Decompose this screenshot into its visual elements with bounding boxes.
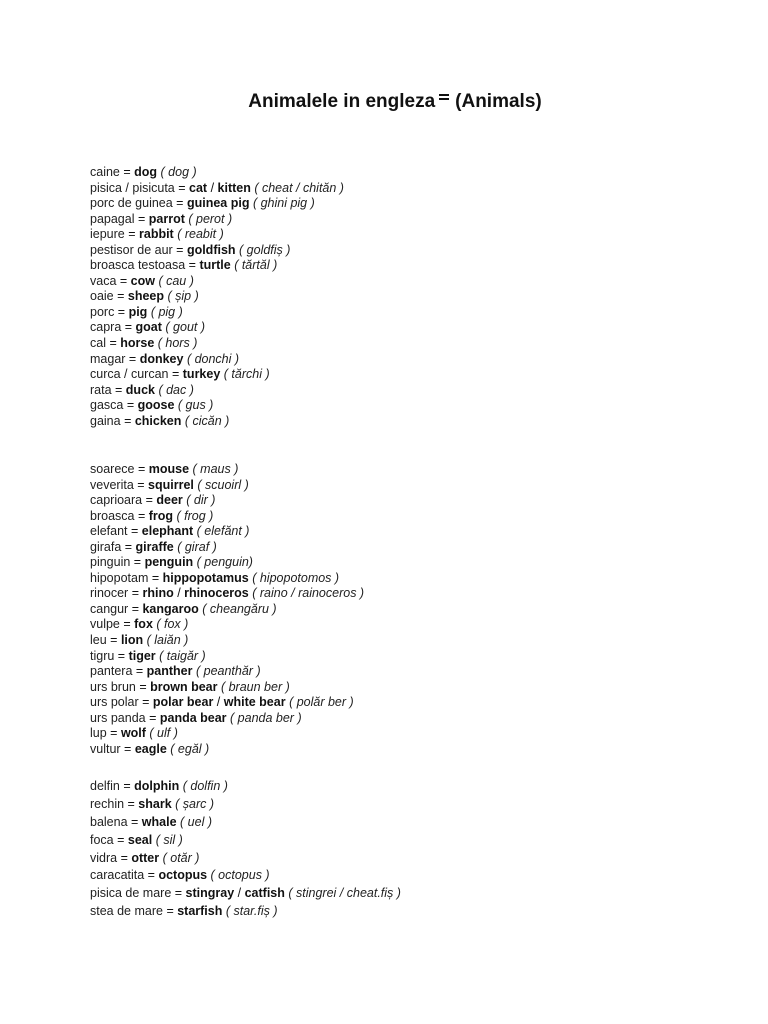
romanian-word: stea de mare — [90, 904, 163, 919]
vocabulary-section-pets-farm — [90, 165, 344, 429]
english-word: kangaroo — [142, 601, 199, 616]
vocab-entry: cal = horse ( hors ) — [90, 336, 198, 351]
romanian-word: vaca — [90, 273, 117, 288]
romanian-word: broasca — [90, 508, 135, 523]
pronunciation: ( ghini pig ) — [252, 196, 315, 211]
romanian-word: porc de guinea — [90, 196, 173, 211]
romanian-word: balena — [90, 814, 128, 829]
english-word: kitten — [217, 180, 251, 195]
vocab-entry: hipopotam = hippopotamus ( hipopotomos ) — [90, 570, 340, 585]
pronunciation: ( egăl ) — [170, 741, 210, 756]
pronunciation: ( panda ber ) — [230, 710, 302, 725]
pronunciation: ( tărtăl ) — [234, 258, 278, 273]
vocab-entry: curca / curcan = turkey ( tărchi ) — [90, 367, 270, 382]
pronunciation: ( dac ) — [158, 382, 194, 397]
pronunciation: ( taigăr ) — [159, 648, 206, 663]
english-word: rhinoceros — [184, 586, 249, 601]
vocab-entry: caracatita = octopus ( octopus ) — [90, 868, 270, 883]
vocab-entry: delfin = dolphin ( dolfin ) — [90, 779, 228, 793]
romanian-word: girafa — [90, 539, 122, 554]
pronunciation: ( braun ber ) — [220, 679, 290, 694]
romanian-word: caprioara — [90, 493, 143, 508]
english-word: turkey — [182, 367, 221, 382]
romanian-word: pinguin — [90, 555, 131, 570]
pronunciation: ( polăr ber ) — [289, 695, 354, 710]
romanian-word: urs panda — [90, 710, 146, 725]
english-word: shark — [138, 796, 172, 811]
vocab-entry: pantera = panther ( peanthăr ) — [90, 664, 261, 679]
flag-icon — [439, 94, 449, 100]
vocab-entry: balena = whale ( uel ) — [90, 814, 212, 829]
pronunciation: ( donchi ) — [186, 351, 240, 366]
romanian-word: papagal — [90, 211, 135, 226]
pronunciation: ( fox ) — [156, 617, 189, 632]
vocab-entry: pinguin = penguin ( penguin) — [90, 555, 253, 570]
vocab-entry: vulpe = fox ( fox ) — [90, 617, 189, 632]
english-word: giraffe — [135, 539, 174, 554]
english-word: sheep — [127, 289, 165, 304]
title-main: Animalele in engleza — [248, 91, 436, 112]
english-word: penguin — [144, 555, 194, 570]
english-word: pig — [128, 304, 148, 319]
vocab-entry: rechin = shark ( șarc ) — [90, 796, 215, 811]
pronunciation: ( laiăn ) — [146, 633, 189, 648]
vocab-entry: vaca = cow ( cau ) — [90, 273, 194, 288]
romanian-word: rechin — [90, 796, 125, 811]
romanian-word: magar — [90, 351, 126, 366]
pronunciation: ( stingrei / cheat.fiș ) — [288, 886, 401, 901]
romanian-word: pestisor de aur — [90, 242, 173, 257]
vocab-entry: girafa = giraffe ( giraf ) — [90, 539, 217, 554]
pronunciation: ( șip ) — [167, 289, 199, 304]
vocabulary-section-wild — [90, 462, 364, 757]
english-word: cat — [189, 180, 208, 195]
vocab-entry: porc de guinea = guinea pig ( ghini pig ) — [90, 196, 315, 211]
english-word: turtle — [199, 258, 231, 273]
romanian-word: leu — [90, 633, 107, 648]
english-word: rabbit — [139, 227, 174, 242]
english-word: rhino — [142, 586, 174, 601]
romanian-word: cal — [90, 336, 106, 351]
english-word: dolphin — [134, 779, 180, 793]
pronunciation: ( uel ) — [180, 814, 212, 829]
romanian-word: urs brun — [90, 679, 136, 694]
pronunciation: ( maus ) — [192, 462, 239, 476]
pronunciation: ( penguin) — [196, 555, 253, 570]
pronunciation: ( dir ) — [186, 493, 216, 508]
english-word: dog — [134, 165, 158, 179]
vocab-entry: capra = goat ( gout ) — [90, 320, 206, 335]
vocab-entry: gaina = chicken ( cicăn ) — [90, 413, 230, 428]
english-word: otter — [131, 850, 160, 865]
pronunciation: ( pig ) — [150, 304, 183, 319]
romanian-word: pantera — [90, 664, 133, 679]
romanian-word: caine — [90, 165, 120, 179]
romanian-word: iepure — [90, 227, 125, 242]
english-word: mouse — [148, 462, 190, 476]
vocab-entry: leu = lion ( laiăn ) — [90, 633, 189, 648]
vocab-entry: porc = pig ( pig ) — [90, 304, 183, 319]
vocab-entry: caprioara = deer ( dir ) — [90, 493, 216, 508]
romanian-word: cangur — [90, 601, 129, 616]
vocabulary-section-sea — [90, 778, 401, 921]
vocab-entry: rata = duck ( dac ) — [90, 382, 194, 397]
english-word: seal — [127, 832, 153, 847]
page-title — [0, 91, 768, 113]
vocab-entry: broasca = frog ( frog ) — [90, 508, 214, 523]
pronunciation: ( șarc ) — [175, 796, 215, 811]
english-word: panda bear — [159, 710, 227, 725]
pronunciation: ( tărchi ) — [223, 367, 270, 382]
romanian-word: capra — [90, 320, 122, 335]
vocab-entry: stea de mare = starfish ( star.fiș ) — [90, 904, 278, 919]
pronunciation: ( frog ) — [176, 508, 214, 523]
romanian-word: lup — [90, 726, 107, 741]
romanian-word: vultur — [90, 741, 121, 756]
vocab-entry: tigru = tiger ( taigăr ) — [90, 648, 206, 663]
english-word: donkey — [139, 351, 184, 366]
romanian-word: veverita — [90, 477, 134, 492]
vocab-entry: foca = seal ( sil ) — [90, 832, 183, 847]
vocab-entry: caine = dog ( dog ) — [90, 165, 197, 179]
romanian-word: caracatita — [90, 868, 145, 883]
pronunciation: ( reabit ) — [177, 227, 224, 242]
pronunciation: ( ulf ) — [149, 726, 178, 741]
vocab-entry: pisica / pisicuta = cat / kitten ( cheat / chităn ) — [90, 180, 344, 195]
vocab-entry: veverita = squirrel ( scuoirl ) — [90, 477, 249, 492]
english-word: brown bear — [150, 679, 218, 694]
english-word: wolf — [120, 726, 146, 741]
vocab-entry: magar = donkey ( donchi ) — [90, 351, 240, 366]
pronunciation: ( hors ) — [157, 336, 198, 351]
romanian-word: broasca testoasa — [90, 258, 186, 273]
vocab-entry: pestisor de aur = goldfish ( goldfiș ) — [90, 242, 291, 257]
vocab-entry: urs brun = brown bear ( braun ber ) — [90, 679, 290, 694]
vocab-entry: urs polar = polar bear / white bear ( polăr ber ) — [90, 695, 354, 710]
vocab-entry: soarece = mouse ( maus ) — [90, 462, 239, 476]
pronunciation: ( dog ) — [160, 165, 197, 179]
english-word: cow — [130, 273, 155, 288]
pronunciation: ( otăr ) — [162, 850, 200, 865]
pronunciation: ( hipopotomos ) — [252, 570, 340, 585]
pronunciation: ( cheat / chităn ) — [254, 180, 344, 195]
vocab-entry: urs panda = panda bear ( panda ber ) — [90, 710, 302, 725]
english-word: deer — [156, 493, 183, 508]
english-word: squirrel — [148, 477, 194, 492]
english-word: goose — [137, 398, 175, 413]
english-word: stingray — [185, 886, 235, 901]
english-word: octopus — [158, 868, 208, 883]
vocab-entry: lup = wolf ( ulf ) — [90, 726, 178, 741]
romanian-word: pisica / pisicuta — [90, 180, 175, 195]
pronunciation: ( cicăn ) — [184, 413, 230, 428]
vocab-entry: rinocer = rhino / rhinoceros ( raino / rainoceros ) — [90, 586, 365, 601]
pronunciation: ( scuoirl ) — [197, 477, 249, 492]
romanian-word: vidra — [90, 850, 118, 865]
pronunciation: ( gus ) — [177, 398, 214, 413]
vocab-entry: vidra = otter ( otăr ) — [90, 850, 200, 865]
english-word: white bear — [223, 695, 286, 710]
romanian-word: urs polar — [90, 695, 139, 710]
english-word: lion — [120, 633, 144, 648]
romanian-word: rinocer — [90, 586, 129, 601]
english-word: elephant — [141, 524, 194, 539]
romanian-word: hipopotam — [90, 570, 149, 585]
pronunciation: ( octopus ) — [210, 868, 270, 883]
english-word: duck — [125, 382, 155, 397]
english-word: guinea pig — [186, 196, 250, 211]
romanian-word: oaie — [90, 289, 114, 304]
title-subtitle: (Animals) — [455, 91, 542, 112]
pronunciation: ( raino / rainoceros ) — [252, 586, 365, 601]
romanian-word: vulpe — [90, 617, 120, 632]
vocab-entry: iepure = rabbit ( reabit ) — [90, 227, 224, 242]
romanian-word: tigru — [90, 648, 115, 663]
english-word: fox — [134, 617, 153, 632]
pronunciation: ( peanthăr ) — [195, 664, 261, 679]
english-word: parrot — [148, 211, 185, 226]
english-word: polar bear — [152, 695, 214, 710]
english-word: eagle — [134, 741, 167, 756]
english-word: frog — [148, 508, 174, 523]
romanian-word: gaina — [90, 413, 121, 428]
english-word: whale — [141, 814, 177, 829]
romanian-word: soarece — [90, 462, 135, 476]
english-word: goldfish — [186, 242, 236, 257]
romanian-word: rata — [90, 382, 112, 397]
romanian-word: delfin — [90, 779, 120, 793]
english-word: chicken — [134, 413, 182, 428]
pronunciation: ( sil ) — [155, 832, 183, 847]
vocab-entry: vultur = eagle ( egăl ) — [90, 741, 210, 756]
vocab-entry: pisica de mare = stingray / catfish ( stingrei / cheat.fiș ) — [90, 886, 401, 901]
english-word: hippopotamus — [162, 570, 249, 585]
romanian-word: porc — [90, 304, 115, 319]
english-word: tiger — [128, 648, 156, 663]
pronunciation: ( gout ) — [165, 320, 206, 335]
vocab-entry: broasca testoasa = turtle ( tărtăl ) — [90, 258, 278, 273]
pronunciation: ( dolfin ) — [182, 779, 228, 793]
pronunciation: ( star.fiș ) — [225, 904, 278, 919]
vocab-entry: oaie = sheep ( șip ) — [90, 289, 199, 304]
romanian-word: curca / curcan — [90, 367, 169, 382]
pronunciation: ( giraf ) — [177, 539, 217, 554]
romanian-word: foca — [90, 832, 114, 847]
romanian-word: gasca — [90, 398, 124, 413]
english-word: starfish — [177, 904, 223, 919]
pronunciation: ( goldfiș ) — [239, 242, 291, 257]
romanian-word: pisica de mare — [90, 886, 172, 901]
pronunciation: ( cheangăru ) — [202, 601, 277, 616]
vocab-entry: elefant = elephant ( elefănt ) — [90, 524, 250, 539]
english-word: horse — [120, 336, 155, 351]
romanian-word: elefant — [90, 524, 128, 539]
english-word: catfish — [244, 886, 285, 901]
vocab-entry: gasca = goose ( gus ) — [90, 398, 214, 413]
vocab-entry: papagal = parrot ( perot ) — [90, 211, 233, 226]
vocab-entry: cangur = kangaroo ( cheangăru ) — [90, 601, 277, 616]
english-word: panther — [146, 664, 193, 679]
pronunciation: ( perot ) — [188, 211, 233, 226]
pronunciation: ( elefănt ) — [196, 524, 250, 539]
pronunciation: ( cau ) — [158, 273, 194, 288]
english-word: goat — [135, 320, 162, 335]
